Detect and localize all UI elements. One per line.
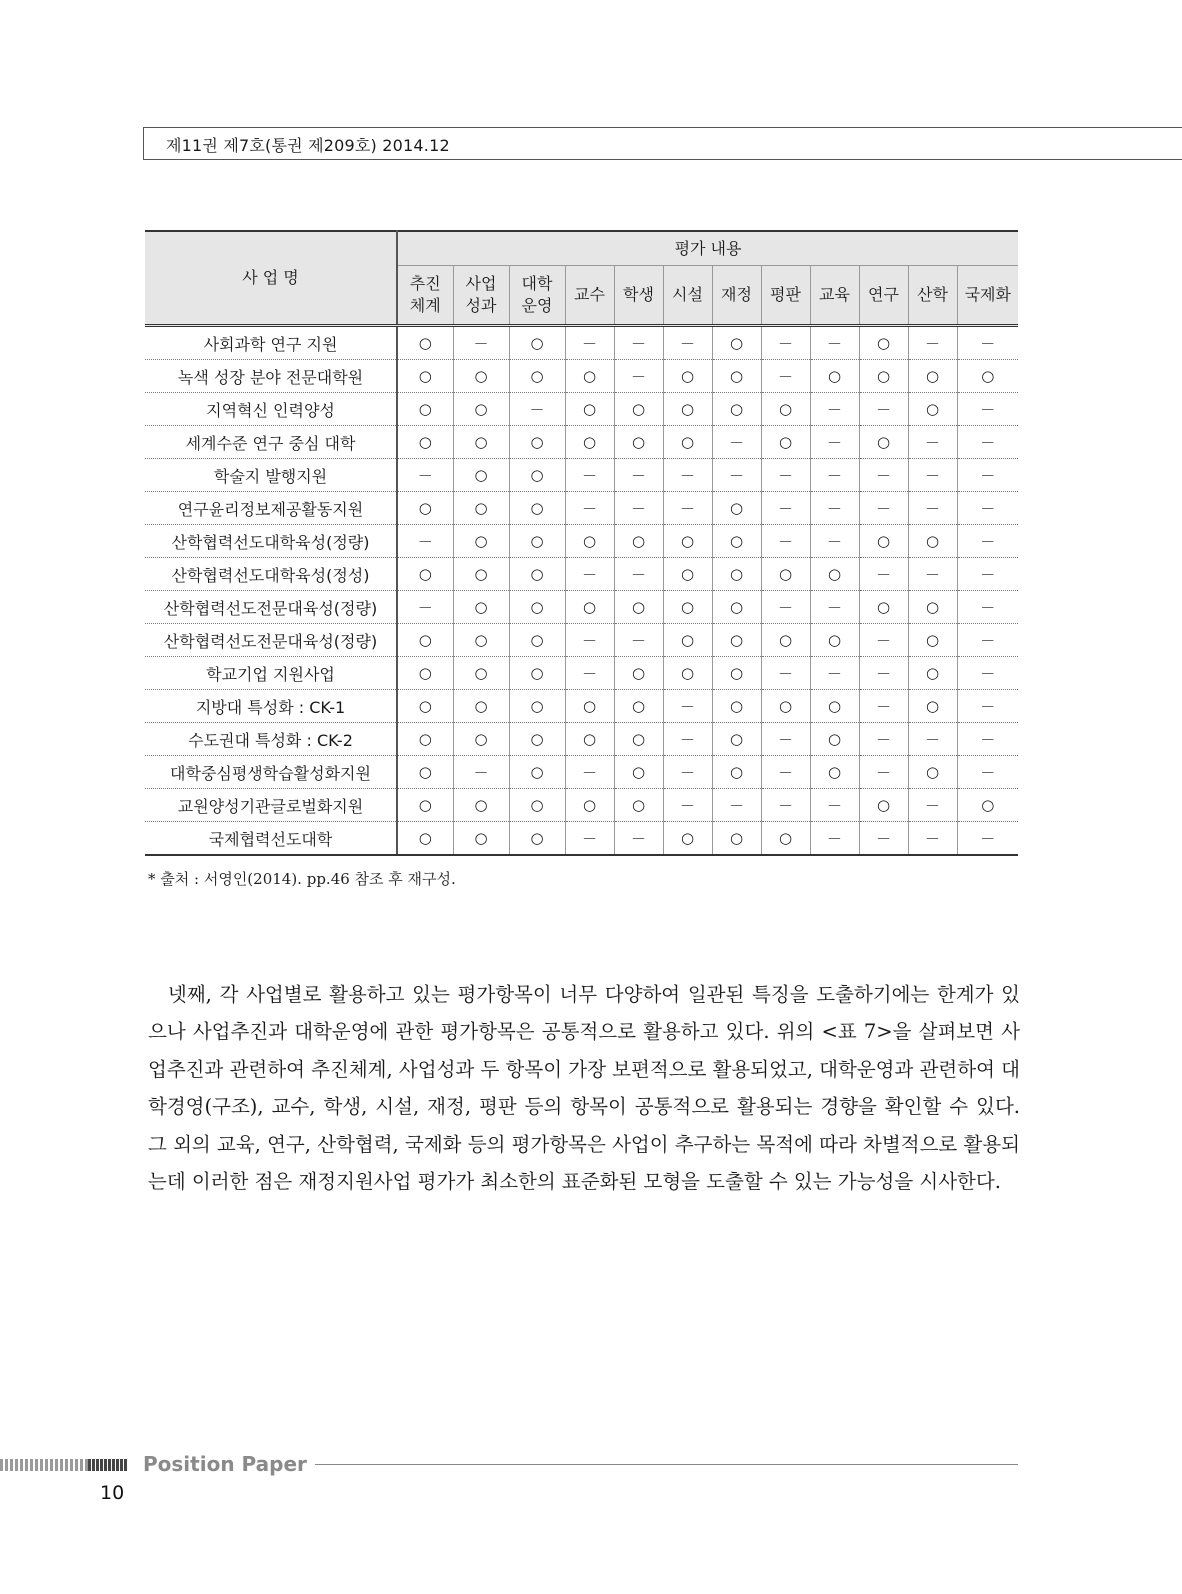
evaluation-mark-cell: － <box>614 360 663 393</box>
evaluation-mark-cell: － <box>663 723 712 756</box>
column-header-line: 추진 <box>409 274 441 293</box>
evaluation-mark-cell: － <box>859 657 908 690</box>
evaluation-mark-cell: ○ <box>663 624 712 657</box>
table-row <box>145 591 1018 624</box>
evaluation-mark-cell: ○ <box>859 525 908 558</box>
evaluation-mark-cell: － <box>957 591 1018 624</box>
evaluation-mark-cell: ○ <box>453 393 509 426</box>
evaluation-mark-cell: ○ <box>565 426 614 459</box>
evaluation-mark-cell: ○ <box>565 591 614 624</box>
evaluation-mark-cell: ○ <box>761 690 810 723</box>
table-row <box>145 624 1018 657</box>
column-header <box>663 266 712 326</box>
evaluation-mark-cell: ○ <box>712 822 761 856</box>
business-name-cell: 산학협력선도대학육성(정성) <box>145 558 397 591</box>
evaluation-mark-cell: ○ <box>453 723 509 756</box>
evaluation-mark-cell: ○ <box>957 360 1018 393</box>
table-row <box>145 326 1018 360</box>
evaluation-mark-cell: ○ <box>761 558 810 591</box>
evaluation-mark-cell: － <box>397 525 453 558</box>
evaluation-mark-cell: ○ <box>859 360 908 393</box>
evaluation-mark-cell: ○ <box>509 525 565 558</box>
evaluation-mark-cell: － <box>614 459 663 492</box>
evaluation-mark-cell: ○ <box>453 591 509 624</box>
column-header <box>614 266 663 326</box>
evaluation-mark-cell: ○ <box>663 393 712 426</box>
evaluation-mark-cell: － <box>712 459 761 492</box>
evaluation-mark-cell: ○ <box>663 360 712 393</box>
evaluation-mark-cell: － <box>957 426 1018 459</box>
business-name-cell: 산학협력선도전문대육성(정량) <box>145 591 397 624</box>
evaluation-mark-cell: ○ <box>453 789 509 822</box>
evaluation-mark-cell: － <box>908 326 957 360</box>
evaluation-mark-cell: － <box>957 393 1018 426</box>
body-paragraph: 넷째, 각 사업별로 활용하고 있는 평가항목이 너무 다양하여 일관된 특징을 도출하기에는 한계가 있으나 사업추진과 대학운영에 관한 평가항목은 공통적으로 활용하고 있다. 위의 <표 7>을 살펴보면 사업추진과 관련하여 추진체계, 사업성과 두 항목이 가장 보편적으로 활용되었고, 대학운영과 관련하여 대학경영(구조), 교수, 학생, 시설, 재정, 평판 등의 항목이 공통적으로 활용되는 경향을 확인할 수 있다. 그 외의 교육, 연구, 산학협력, 국제화 등의 평가항목은 사업이 추구하는 목적에 따라 차별적으로 활용되는데 이러한 점은 재정지원사업 평가가 최소한의 표준화된 모형을 도출할 수 있는 가능성을 시사한다. <box>148 982 1020 1193</box>
evaluation-mark-cell: － <box>565 326 614 360</box>
business-name-cell: 산학협력선도대학육성(정량) <box>145 525 397 558</box>
evaluation-mark-cell: － <box>957 525 1018 558</box>
evaluation-mark-cell: － <box>859 393 908 426</box>
column-header <box>859 266 908 326</box>
evaluation-mark-cell: － <box>810 459 859 492</box>
table-row <box>145 426 1018 459</box>
table-row <box>145 459 1018 492</box>
business-name-cell: 세계수준 연구 중심 대학 <box>145 426 397 459</box>
evaluation-mark-cell: ○ <box>663 822 712 856</box>
evaluation-mark-cell: － <box>761 723 810 756</box>
column-header-line: 대학 <box>521 274 553 293</box>
evaluation-mark-cell: ○ <box>509 360 565 393</box>
evaluation-mark-cell: － <box>810 525 859 558</box>
evaluation-mark-cell: ○ <box>908 624 957 657</box>
evaluation-mark-cell: ○ <box>614 426 663 459</box>
evaluation-mark-cell: ○ <box>453 624 509 657</box>
evaluation-mark-cell: ○ <box>761 426 810 459</box>
evaluation-mark-cell: － <box>761 756 810 789</box>
evaluation-mark-cell: ○ <box>509 690 565 723</box>
evaluation-mark-cell: ○ <box>810 558 859 591</box>
evaluation-mark-cell: ○ <box>397 789 453 822</box>
evaluation-mark-cell: － <box>957 624 1018 657</box>
evaluation-mark-cell: ○ <box>509 624 565 657</box>
running-header <box>143 127 1182 160</box>
evaluation-mark-cell: ○ <box>509 459 565 492</box>
table-row <box>145 558 1018 591</box>
evaluation-mark-cell: ○ <box>397 657 453 690</box>
evaluation-mark-cell: － <box>957 690 1018 723</box>
evaluation-mark-cell: ○ <box>859 326 908 360</box>
business-name-cell: 지역혁신 인력양성 <box>145 393 397 426</box>
evaluation-mark-cell: － <box>565 756 614 789</box>
column-header-line: 산학 <box>917 285 948 304</box>
evaluation-mark-cell: ○ <box>614 393 663 426</box>
evaluation-mark-cell: － <box>565 657 614 690</box>
evaluation-mark-cell: ○ <box>453 690 509 723</box>
evaluation-mark-cell: ○ <box>509 558 565 591</box>
evaluation-mark-cell: － <box>565 558 614 591</box>
evaluation-mark-cell: － <box>761 360 810 393</box>
evaluation-mark-cell: ○ <box>614 723 663 756</box>
footer-divider <box>315 1464 1018 1465</box>
evaluation-mark-cell: ○ <box>453 492 509 525</box>
evaluation-mark-cell: － <box>712 426 761 459</box>
business-name-cell: 지방대 특성화 : CK-1 <box>145 690 397 723</box>
evaluation-mark-cell: ○ <box>397 822 453 856</box>
evaluation-mark-cell: ○ <box>453 525 509 558</box>
table-row <box>145 657 1018 690</box>
evaluation-mark-cell: ○ <box>957 789 1018 822</box>
journal-issue-label: 제11권 제7호(통권 제209호) 2014.12 <box>166 136 450 155</box>
evaluation-mark-cell: ○ <box>453 657 509 690</box>
column-header <box>509 266 565 326</box>
evaluation-mark-cell: ○ <box>663 558 712 591</box>
table-row <box>145 360 1018 393</box>
evaluation-mark-cell: ○ <box>712 558 761 591</box>
evaluation-mark-cell: ○ <box>908 657 957 690</box>
evaluation-mark-cell: ○ <box>453 426 509 459</box>
column-header <box>957 266 1018 326</box>
business-name-cell: 학교기업 지원사업 <box>145 657 397 690</box>
evaluation-mark-cell: ○ <box>908 525 957 558</box>
evaluation-mark-cell: － <box>663 789 712 822</box>
evaluation-mark-cell: － <box>614 624 663 657</box>
evaluation-mark-cell: ○ <box>859 789 908 822</box>
table-source-note: * 출처 : 서영인(2014). pp.46 참조 후 재구성. <box>148 870 456 888</box>
evaluation-mark-cell: － <box>614 326 663 360</box>
column-header-line: 연구 <box>868 285 899 304</box>
column-header-line: 평판 <box>770 285 801 304</box>
column-header-line: 교육 <box>819 285 850 304</box>
evaluation-mark-cell: ○ <box>397 426 453 459</box>
evaluation-mark-cell: － <box>859 822 908 856</box>
evaluation-mark-cell: － <box>957 558 1018 591</box>
evaluation-mark-cell: ○ <box>614 657 663 690</box>
evaluation-mark-cell: ○ <box>614 789 663 822</box>
evaluation-mark-cell: ○ <box>614 525 663 558</box>
evaluation-mark-cell: ○ <box>761 822 810 856</box>
evaluation-mark-cell: ○ <box>663 426 712 459</box>
table-row <box>145 756 1018 789</box>
evaluation-mark-cell: ○ <box>453 360 509 393</box>
evaluation-mark-cell: ○ <box>663 657 712 690</box>
evaluation-mark-cell: － <box>761 657 810 690</box>
evaluation-mark-cell: － <box>957 326 1018 360</box>
evaluation-mark-cell: ○ <box>908 756 957 789</box>
evaluation-table <box>145 230 1018 856</box>
column-header <box>565 266 614 326</box>
table-row <box>145 723 1018 756</box>
business-name-cell: 수도권대 특성화 : CK-2 <box>145 723 397 756</box>
evaluation-mark-cell: － <box>859 624 908 657</box>
evaluation-mark-cell: ○ <box>509 789 565 822</box>
footer-title: Position Paper <box>143 1452 307 1476</box>
evaluation-mark-cell: ○ <box>565 360 614 393</box>
evaluation-mark-cell: ○ <box>810 690 859 723</box>
evaluation-mark-cell: － <box>908 822 957 856</box>
column-header-line: 체계 <box>409 296 441 315</box>
evaluation-mark-cell: － <box>810 393 859 426</box>
evaluation-mark-cell: － <box>712 789 761 822</box>
column-header-line: 학생 <box>623 285 654 304</box>
evaluation-mark-cell: － <box>810 822 859 856</box>
evaluation-mark-cell: － <box>859 459 908 492</box>
evaluation-mark-cell: ○ <box>565 393 614 426</box>
evaluation-mark-cell: ○ <box>509 723 565 756</box>
evaluation-mark-cell: － <box>908 492 957 525</box>
evaluation-mark-cell: － <box>859 558 908 591</box>
evaluation-mark-cell: － <box>810 492 859 525</box>
evaluation-mark-cell: ○ <box>614 756 663 789</box>
evaluation-mark-cell: － <box>565 822 614 856</box>
evaluation-mark-cell: － <box>859 756 908 789</box>
business-name-cell: 교원양성기관글로벌화지원 <box>145 789 397 822</box>
column-header <box>397 266 453 326</box>
evaluation-mark-cell: － <box>614 558 663 591</box>
column-header <box>761 266 810 326</box>
evaluation-mark-cell: － <box>761 459 810 492</box>
column-header-line: 교수 <box>574 285 605 304</box>
evaluation-mark-cell: － <box>957 822 1018 856</box>
evaluation-mark-cell: ○ <box>509 326 565 360</box>
column-header-line: 국제화 <box>964 285 1011 304</box>
evaluation-mark-cell: － <box>761 326 810 360</box>
evaluation-mark-cell: ○ <box>859 591 908 624</box>
evaluation-mark-cell: ○ <box>712 756 761 789</box>
evaluation-mark-cell: － <box>565 459 614 492</box>
evaluation-mark-cell: ○ <box>908 360 957 393</box>
evaluation-mark-cell: － <box>453 326 509 360</box>
evaluation-mark-cell: ○ <box>565 690 614 723</box>
evaluation-mark-cell: － <box>565 624 614 657</box>
evaluation-mark-cell: － <box>859 723 908 756</box>
business-name-cell: 국제협력선도대학 <box>145 822 397 856</box>
column-header-line: 시설 <box>672 285 703 304</box>
evaluation-mark-cell: ○ <box>397 723 453 756</box>
evaluation-mark-cell: ○ <box>397 326 453 360</box>
evaluation-mark-cell: － <box>810 657 859 690</box>
evaluation-mark-cell: ○ <box>397 558 453 591</box>
evaluation-mark-cell: ○ <box>614 591 663 624</box>
evaluation-mark-cell: － <box>957 756 1018 789</box>
table-row <box>145 690 1018 723</box>
column-header-line: 사업 <box>465 274 497 293</box>
evaluation-mark-cell: ○ <box>565 789 614 822</box>
evaluation-mark-cell: － <box>859 690 908 723</box>
evaluation-mark-cell: ○ <box>397 360 453 393</box>
evaluation-mark-cell: － <box>761 789 810 822</box>
evaluation-mark-cell: － <box>509 393 565 426</box>
column-header-line: 성과 <box>465 296 497 315</box>
evaluation-mark-cell: ○ <box>397 756 453 789</box>
evaluation-mark-cell: ○ <box>810 756 859 789</box>
evaluation-mark-cell: ○ <box>712 624 761 657</box>
evaluation-mark-cell: ○ <box>509 657 565 690</box>
evaluation-mark-cell: － <box>663 326 712 360</box>
evaluation-mark-cell: － <box>908 723 957 756</box>
table-body <box>145 326 1018 856</box>
evaluation-mark-cell: ○ <box>565 525 614 558</box>
evaluation-mark-cell: － <box>565 492 614 525</box>
evaluation-mark-cell: ○ <box>509 591 565 624</box>
evaluation-mark-cell: － <box>663 756 712 789</box>
evaluation-mark-cell: ○ <box>761 624 810 657</box>
evaluation-mark-cell: － <box>663 459 712 492</box>
evaluation-mark-cell: ○ <box>810 360 859 393</box>
evaluation-mark-cell: ○ <box>663 525 712 558</box>
evaluation-mark-cell: ○ <box>859 426 908 459</box>
evaluation-mark-cell: － <box>908 789 957 822</box>
evaluation-mark-cell: ○ <box>761 393 810 426</box>
evaluation-mark-cell: － <box>397 591 453 624</box>
evaluation-mark-cell: ○ <box>908 690 957 723</box>
evaluation-mark-cell: ○ <box>712 326 761 360</box>
evaluation-mark-cell: － <box>810 789 859 822</box>
evaluation-mark-cell: ○ <box>509 492 565 525</box>
evaluation-mark-cell: ○ <box>453 459 509 492</box>
table-row <box>145 822 1018 856</box>
evaluation-mark-cell: ○ <box>663 591 712 624</box>
evaluation-mark-cell: ○ <box>509 822 565 856</box>
evaluation-mark-cell: － <box>761 525 810 558</box>
evaluation-mark-cell: － <box>810 326 859 360</box>
column-header-line: 운영 <box>521 296 553 315</box>
evaluation-mark-cell: － <box>614 822 663 856</box>
evaluation-mark-cell: － <box>859 492 908 525</box>
table-row <box>145 789 1018 822</box>
evaluation-mark-cell: － <box>957 657 1018 690</box>
business-name-cell: 연구윤리정보제공활동지원 <box>145 492 397 525</box>
column-header <box>810 266 859 326</box>
evaluation-mark-cell: － <box>957 459 1018 492</box>
evaluation-mark-cell: ○ <box>712 591 761 624</box>
business-name-cell: 사회과학 연구 지원 <box>145 326 397 360</box>
evaluation-mark-cell: ○ <box>712 723 761 756</box>
evaluation-mark-cell: － <box>397 459 453 492</box>
evaluation-mark-cell: ○ <box>509 756 565 789</box>
evaluation-mark-cell: ○ <box>712 360 761 393</box>
evaluation-content-header: 평가 내용 <box>397 231 1018 266</box>
column-header <box>712 266 761 326</box>
evaluation-mark-cell: － <box>663 690 712 723</box>
evaluation-mark-cell: ○ <box>712 657 761 690</box>
evaluation-mark-cell: － <box>957 492 1018 525</box>
evaluation-mark-cell: ○ <box>397 492 453 525</box>
table-row <box>145 492 1018 525</box>
evaluation-mark-cell: ○ <box>453 822 509 856</box>
table-row <box>145 393 1018 426</box>
footer-decoration <box>0 1459 128 1471</box>
evaluation-mark-cell: ○ <box>565 723 614 756</box>
evaluation-mark-cell: ○ <box>908 591 957 624</box>
business-name-cell: 녹색 성장 분야 전문대학원 <box>145 360 397 393</box>
business-name-cell: 산학협력선도전문대육성(정량) <box>145 624 397 657</box>
evaluation-mark-cell: ○ <box>453 558 509 591</box>
evaluation-mark-cell: ○ <box>712 492 761 525</box>
evaluation-mark-cell: ○ <box>908 393 957 426</box>
evaluation-mark-cell: － <box>810 426 859 459</box>
column-header <box>908 266 957 326</box>
evaluation-mark-cell: ○ <box>397 690 453 723</box>
evaluation-mark-cell: ○ <box>397 624 453 657</box>
column-header-line: 재정 <box>721 285 752 304</box>
business-name-header: 사 업 명 <box>145 231 397 326</box>
evaluation-mark-cell: － <box>761 492 810 525</box>
evaluation-mark-cell: ○ <box>614 690 663 723</box>
evaluation-mark-cell: ○ <box>397 393 453 426</box>
evaluation-mark-cell: － <box>957 723 1018 756</box>
evaluation-mark-cell: ○ <box>810 723 859 756</box>
business-name-cell: 대학중심평생학습활성화지원 <box>145 756 397 789</box>
business-name-cell: 학술지 발행지원 <box>145 459 397 492</box>
evaluation-mark-cell: － <box>663 492 712 525</box>
evaluation-mark-cell: － <box>908 426 957 459</box>
evaluation-mark-cell: － <box>810 591 859 624</box>
table-row <box>145 525 1018 558</box>
evaluation-mark-cell: － <box>453 756 509 789</box>
evaluation-mark-cell: ○ <box>712 690 761 723</box>
evaluation-mark-cell: － <box>908 459 957 492</box>
page-number: 10 <box>100 1482 125 1504</box>
evaluation-mark-cell: － <box>761 591 810 624</box>
evaluation-mark-cell: － <box>614 492 663 525</box>
column-header <box>453 266 509 326</box>
evaluation-mark-cell: － <box>908 558 957 591</box>
evaluation-mark-cell: ○ <box>712 525 761 558</box>
evaluation-mark-cell: ○ <box>712 393 761 426</box>
evaluation-mark-cell: ○ <box>509 426 565 459</box>
evaluation-mark-cell: ○ <box>810 624 859 657</box>
